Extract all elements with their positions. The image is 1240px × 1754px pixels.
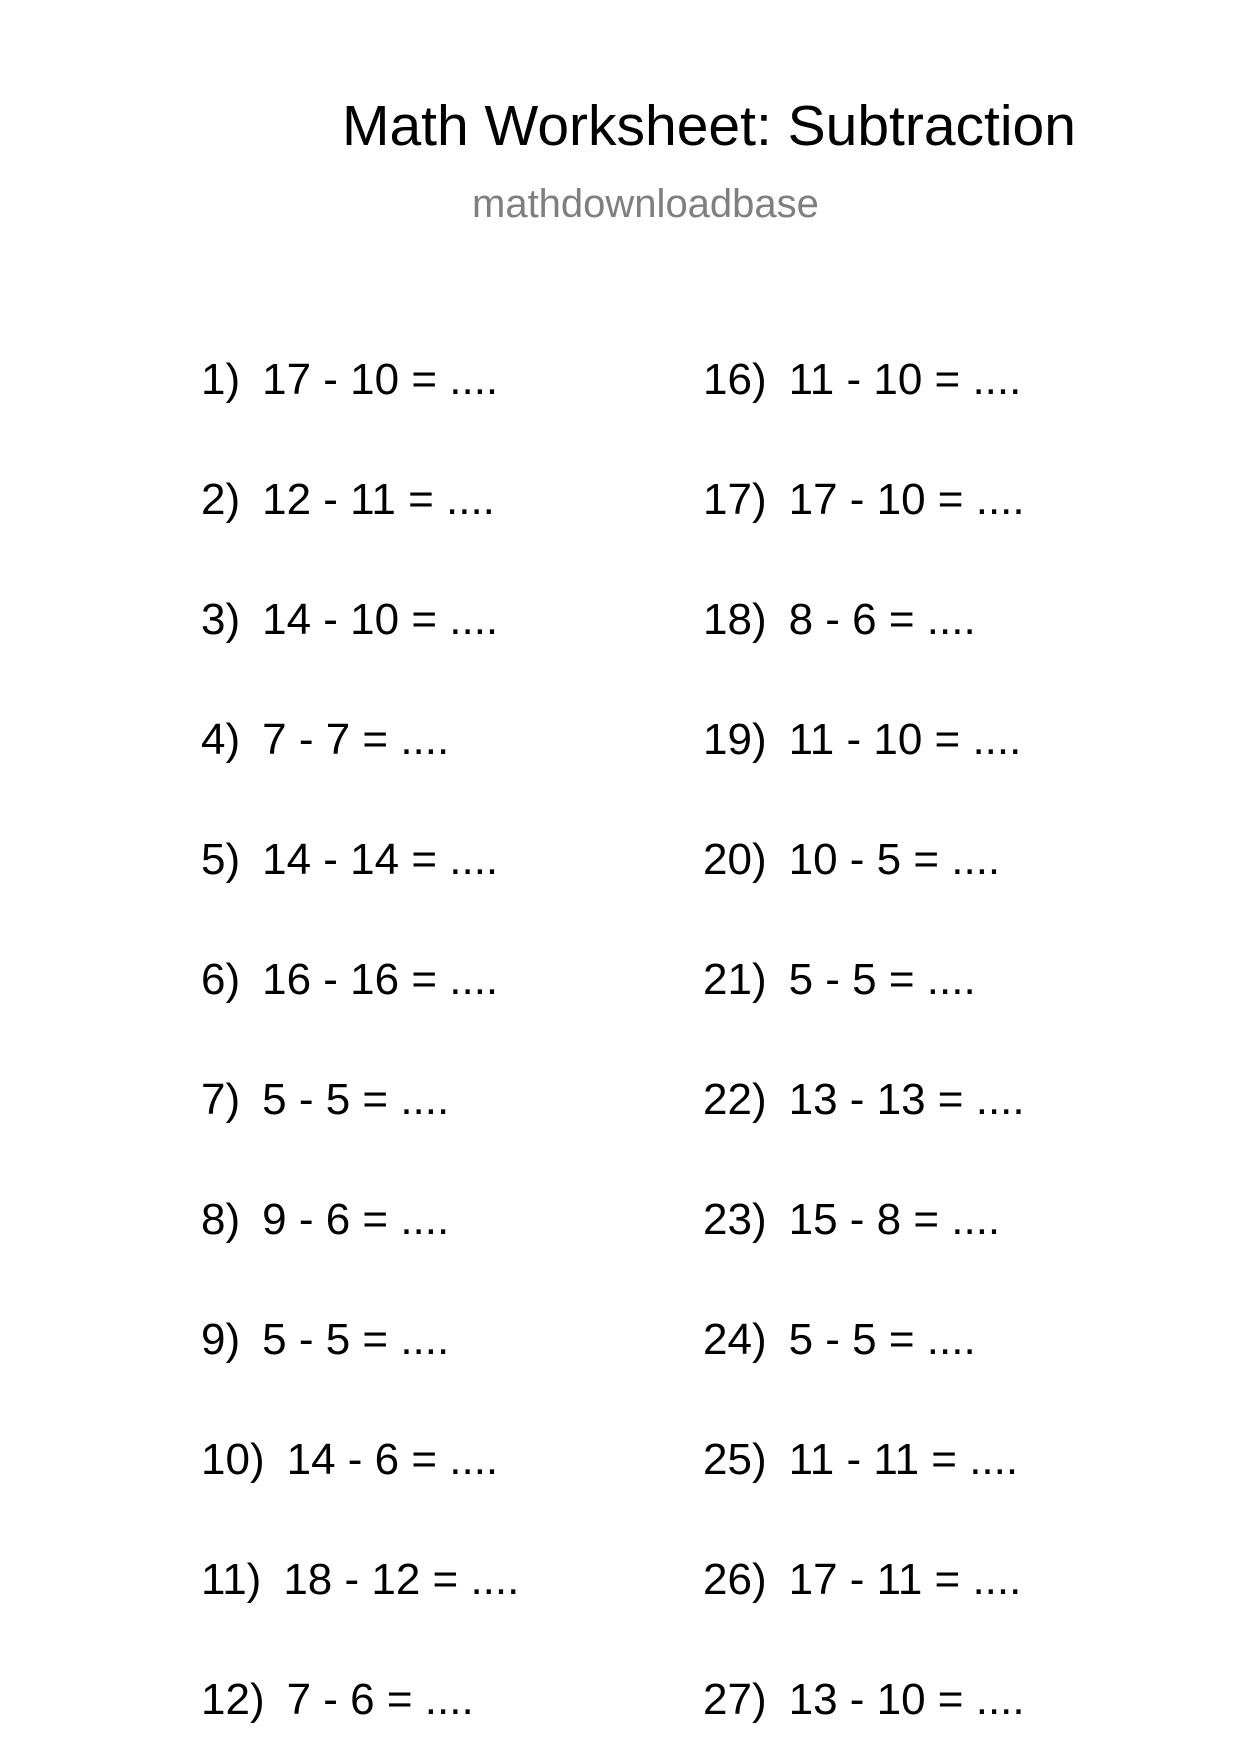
problem-number: 19) [703,715,767,764]
problem-item [703,836,1000,884]
problem-expression: 17 - 10 = .... [262,355,499,404]
problem-item [703,956,976,1004]
worksheet-title: Math Worksheet: Subtraction [342,94,1076,158]
problem-item [703,1556,1021,1604]
problem-expression: 5 - 5 = .... [262,1075,450,1124]
problem-number: 27) [703,1675,767,1724]
problem-number: 25) [703,1435,767,1484]
problem-item [201,1436,498,1484]
problem-number: 7) [201,1075,241,1124]
problem-expression: 7 - 6 = .... [286,1675,474,1724]
problem-item [201,716,449,764]
problem-number: 12) [201,1675,265,1724]
problem-expression: 12 - 11 = .... [262,475,495,524]
problem-expression: 5 - 5 = .... [788,1315,976,1364]
problem-number: 20) [703,835,767,884]
problem-expression: 18 - 12 = .... [283,1555,520,1604]
problem-expression: 9 - 6 = .... [262,1195,450,1244]
problem-expression: 13 - 13 = .... [788,1075,1025,1124]
problem-item [703,596,976,644]
problem-item [201,956,498,1004]
problem-expression: 14 - 10 = .... [262,595,499,644]
problem-expression: 11 - 10 = .... [788,715,1022,764]
problem-item [703,1316,976,1364]
problem-expression: 5 - 5 = .... [262,1315,450,1364]
problem-number: 16) [703,355,767,404]
problem-item [703,356,1021,404]
problem-item [703,476,1025,524]
problem-expression: 11 - 11 = .... [788,1435,1019,1484]
problem-expression: 7 - 7 = .... [262,715,450,764]
problem-number: 11) [201,1555,262,1604]
problem-number: 22) [703,1075,767,1124]
problem-expression: 16 - 16 = .... [262,955,499,1004]
problem-item [703,1676,1025,1724]
problem-number: 5) [201,835,241,884]
problem-item [201,1076,449,1124]
problem-number: 3) [201,595,241,644]
problem-item [201,1196,449,1244]
problem-expression: 14 - 6 = .... [286,1435,499,1484]
problem-number: 6) [201,955,241,1004]
worksheet-source: mathdownloadbase [472,182,819,226]
problem-item [201,1556,519,1604]
problem-item [201,356,498,404]
problem-number: 17) [703,475,767,524]
problem-expression: 17 - 11 = .... [788,1555,1022,1604]
problem-expression: 5 - 5 = .... [788,955,976,1004]
problem-item [201,1676,474,1724]
problem-number: 1) [201,355,241,404]
problem-item [703,1196,1000,1244]
problem-expression: 17 - 10 = .... [788,475,1025,524]
problem-item [201,1316,449,1364]
problem-expression: 8 - 6 = .... [788,595,976,644]
problem-number: 10) [201,1435,265,1484]
problem-number: 21) [703,955,767,1004]
problem-item [703,1076,1025,1124]
problem-expression: 15 - 8 = .... [788,1195,1001,1244]
problem-expression: 11 - 10 = .... [788,355,1022,404]
problem-number: 9) [201,1315,241,1364]
problem-number: 23) [703,1195,767,1244]
problem-expression: 14 - 14 = .... [262,835,499,884]
problem-expression: 10 - 5 = .... [788,835,1001,884]
problem-item [703,1436,1018,1484]
problem-number: 8) [201,1195,241,1244]
problem-item [201,476,495,524]
problem-item [703,716,1021,764]
problem-number: 2) [201,475,241,524]
problem-number: 26) [703,1555,767,1604]
problem-number: 18) [703,595,767,644]
problem-item [201,596,498,644]
problem-number: 24) [703,1315,767,1364]
problem-number: 4) [201,715,241,764]
problem-expression: 13 - 10 = .... [788,1675,1025,1724]
problem-item [201,836,498,884]
